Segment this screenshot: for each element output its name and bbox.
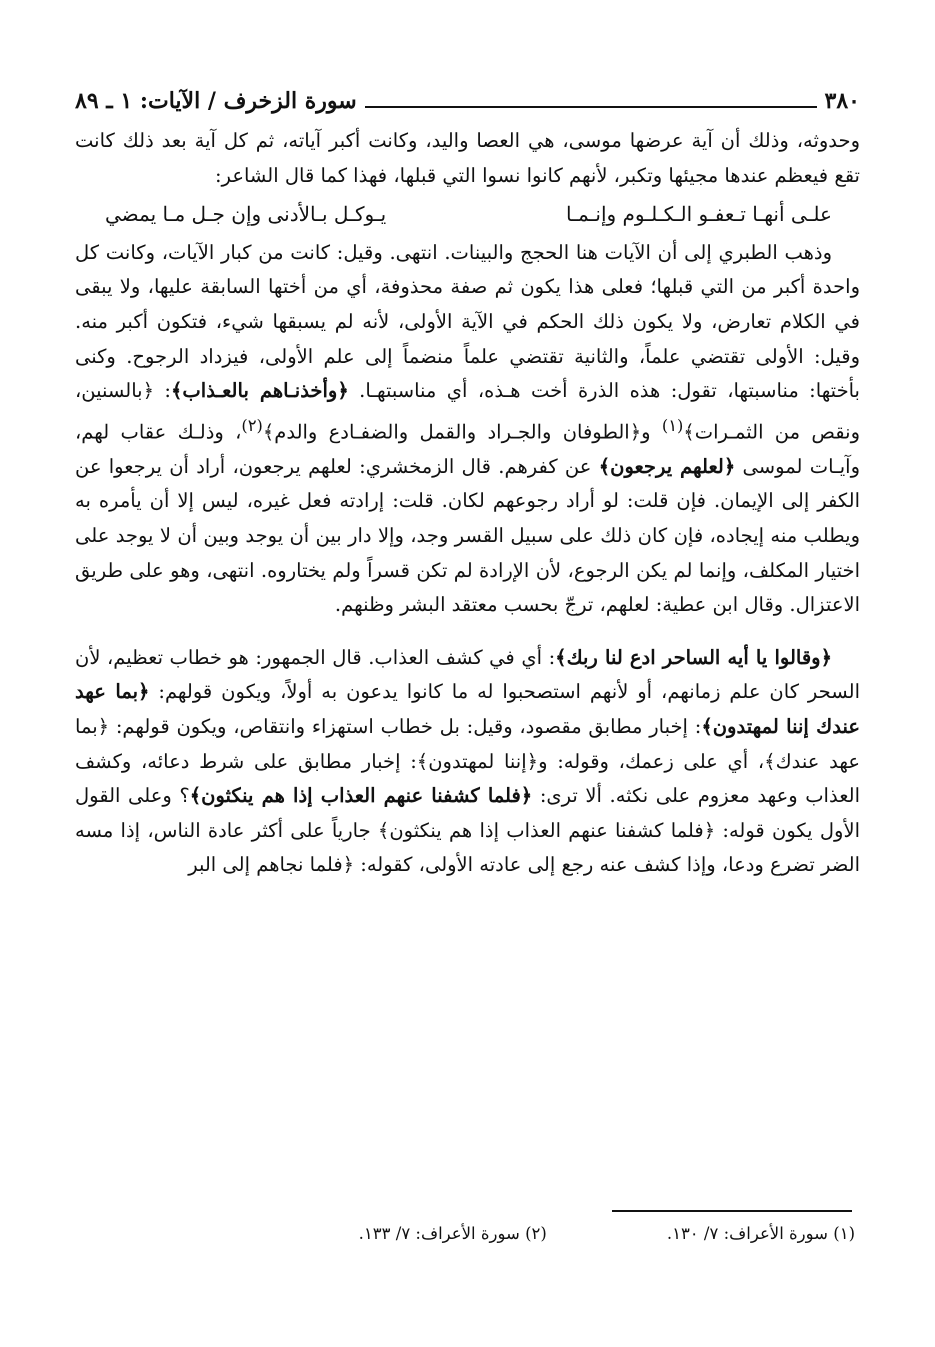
paragraph-3	[75, 641, 860, 883]
paragraph-1: وحدوثه، وذلك أن آية عرضها موسى، هي العصا واليد، وكانت أكبر آياته، ثم كل آية بعد ذلك كانت تقع فيعظم عندها مجيئها وتكبر، لأنهم كانوا نسوا التي قبلها، فهذا كما قال الشاعر:	[75, 129, 860, 187]
page-header	[75, 76, 860, 114]
page-number: ٣٨٠	[824, 88, 860, 114]
quran-quote: ﴿فلما كشفنا عنهم العذاب إذا هم ينكثون﴾	[189, 784, 533, 808]
paragraph-2	[75, 236, 860, 623]
footnote-separator	[612, 1210, 852, 1212]
footnotes	[200, 1224, 855, 1243]
footnote-ref-1[interactable]: (١)	[661, 415, 684, 435]
paragraph-2-text-1: وذهب الطبري إلى أن الآيات هنا الحجج والبينات. انتهى. وقيل: كانت من كبار الآيات، وكانت كل واحدة أكبر من التي قبلها؛ فعلى هذا يكون ثم صفة محذوفة، أي من أختها السابقة عليها، ولا يبقى في الكلام تعارض، ولا يكون ذلك الحكم في الآية الأولى، لأنه لم يسبقها شيء، فتكون أكبر منه. وقيل: الأولى تقتضي علماً، والثانية تقتضي علماً منضماً إلى علم الأولى، فيزداد الرجوح. وكنى بأختها: مناسبتها، تقول: هذه الذرة أخت هـذه، أي مناسبتهـا.	[75, 240, 860, 403]
paragraph-3-text-1: : أي في كشف العذاب. قال الجمهور: هو خطاب تعظيم، لأن السحر كان علم زمانهم، أو لأنهم استصحبوا له ما كانوا يدعون به أولاً، ويكون قولهم:	[75, 645, 860, 704]
running-title: سورة الزخرف / الآيات: ١ ـ ٨٩	[75, 88, 357, 114]
verse-first-hemistich: علـى أنهـا تـعفـو الـكـلـوم وإنـمـا	[566, 202, 832, 227]
header-rule	[365, 106, 817, 108]
quran-quote: ﴿بما عهد عندك إننا لمهتدون﴾	[75, 680, 861, 738]
paragraph-gap	[75, 623, 860, 641]
footnote-2: (٢) سورة الأعراف: ٧/ ١٣٣.	[358, 1224, 547, 1243]
paragraph-2-text-3: و﴿الطوفان والجـراد والقمل والضفـادع والدم﴾	[262, 420, 662, 444]
paragraph-2-text-5: عن كفرهم. قال الزمخشري: لعلهم يرجعون، أراد أن يرجعوا عن الكفر إلى الإيمان. فإن قلت: لو أراد رجوعهم لكان. قلت: إرادته فعل غيره، ليس إلا أن يأمره به ويطلب منه إيجاده، فإن كان ذلك على سبيل القسر وجد، وإلا دار بين أن يوجد وبين أن لا يوجد على اختيار المكلف، وإنما لم يكن الرجوع، لأن الإرادة لم تكن قسراً ولم يختاروه. انتهى، وهو على طريق الاعتزال. وقال ابن عطية: لعلهم، ترجّ بحسب معتقد البشر وظنهم.	[75, 454, 860, 617]
verse-second-hemistich: يـوكـل بـالأدنى وإن جـل مـا يمضي	[105, 202, 387, 227]
paragraph-3-text-3: ؟ وعلى القول الأول يكون قوله: ﴿فلما كشفنا عنهم العذاب إذا هم ينكثون﴾ جارياً على أكثر عادة الناس، إذا مسه الضر تضرع ودعا، وإذا كشف عنه رجع إلى عادته الأولى، كقوله: ﴿فلما نجاهم إلى البر	[75, 784, 860, 877]
paragraph-3-text-2: : إخبار مطابق مقصود، وقيل: بل خطاب استهزاء وانتقاص، ويكون قولهم: ﴿بما عهد عندك﴾، أي على زعمك، وقوله: و﴿إننا لمهتدون﴾: إخبار مطابق على شرط دعائه، وكشف العذاب وعهد معزوم على نكثه. ألا ترى:	[75, 715, 860, 808]
main-text	[75, 124, 860, 883]
poetry-verse	[75, 197, 860, 232]
quran-quote: ﴿لعلهم يرجعون﴾	[598, 454, 736, 478]
paragraph-2-text-4: ، وذلـك عقاب لهم، وآيـات لموسى	[75, 420, 860, 478]
footnote-ref-2[interactable]: (٢)	[241, 415, 263, 435]
quran-quote: ﴿وأخذنـاهم بالعـذاب﴾	[171, 379, 349, 403]
footnote-1: (١) سورة الأعراف: ٧/ ١٣٠.	[666, 1224, 855, 1243]
quran-quote: ﴿وقالوا يا أيه الساحر ادع لنا ربك﴾	[555, 645, 832, 669]
paragraph-2-text-2: : ﴿بالسنين، ونقص من الثمـرات﴾	[75, 379, 860, 444]
